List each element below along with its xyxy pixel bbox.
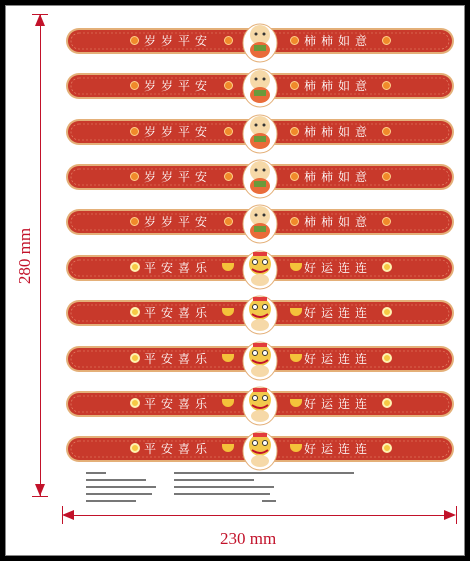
band-right-text: 好运连连: [304, 397, 373, 411]
persimmon-icon: [130, 127, 139, 136]
coin-icon: [130, 398, 140, 408]
bracelet-band: [66, 254, 454, 282]
band-right-text: 好运连连: [304, 442, 373, 456]
lion-dance-mascot-icon: [242, 246, 278, 290]
persimmon-icon: [130, 217, 139, 226]
persimmon-icon: [224, 127, 233, 136]
coin-icon: [130, 353, 140, 363]
coin-icon: [382, 353, 392, 363]
tiger-mascot-icon: [242, 19, 278, 63]
lion-dance-mascot-icon: [242, 337, 278, 381]
coin-icon: [382, 443, 392, 453]
bracelet-band: [66, 435, 454, 463]
persimmon-icon: [382, 217, 391, 226]
band-right-text: 好运连连: [304, 261, 373, 275]
band-left-text: 平安喜乐: [144, 261, 213, 275]
height-dimension-line: [40, 14, 41, 496]
coin-icon: [130, 262, 140, 272]
band-left-text: 平安喜乐: [144, 397, 213, 411]
bracelet-band: [66, 27, 454, 55]
band-right-text: 柿柿如意: [304, 170, 373, 184]
band-right-text: 柿柿如意: [304, 79, 373, 93]
coin-icon: [130, 307, 140, 317]
height-arrow-up: [35, 14, 45, 26]
lion-dance-mascot-icon: [242, 427, 278, 471]
print-sheet: [60, 10, 458, 500]
lion-dance-mascot-icon: [242, 382, 278, 426]
persimmon-icon: [382, 36, 391, 45]
tiger-mascot-icon: [242, 155, 278, 199]
persimmon-icon: [290, 81, 299, 90]
persimmon-icon: [290, 217, 299, 226]
bracelet-band: [66, 345, 454, 373]
persimmon-icon: [130, 36, 139, 45]
band-right-text: 好运连连: [304, 306, 373, 320]
tiger-mascot-icon: [242, 64, 278, 108]
bracelet-band: [66, 72, 454, 100]
persimmon-icon: [382, 81, 391, 90]
band-left-text: 岁岁平安: [144, 79, 213, 93]
persimmon-icon: [224, 36, 233, 45]
persimmon-icon: [290, 172, 299, 181]
height-arrow-down: [35, 484, 45, 496]
persimmon-icon: [224, 172, 233, 181]
band-left-text: 岁岁平安: [144, 215, 213, 229]
band-left-text: 岁岁平安: [144, 170, 213, 184]
persimmon-icon: [224, 81, 233, 90]
persimmon-icon: [224, 217, 233, 226]
persimmon-icon: [290, 127, 299, 136]
persimmon-icon: [130, 81, 139, 90]
persimmon-icon: [290, 36, 299, 45]
width-dimension-line: [64, 515, 454, 516]
tiger-mascot-icon: [242, 200, 278, 244]
bracelet-band: [66, 299, 454, 327]
lion-dance-mascot-icon: [242, 291, 278, 335]
coin-icon: [382, 262, 392, 272]
coin-icon: [382, 307, 392, 317]
band-right-text: 柿柿如意: [304, 215, 373, 229]
coin-icon: [382, 398, 392, 408]
persimmon-icon: [130, 172, 139, 181]
bracelet-band: [66, 390, 454, 418]
persimmon-icon: [382, 127, 391, 136]
band-left-text: 平安喜乐: [144, 352, 213, 366]
width-right-tick: [456, 506, 457, 524]
bracelet-band: [66, 163, 454, 191]
band-right-text: 好运连连: [304, 352, 373, 366]
print-notes: [82, 470, 462, 506]
width-arrow-left: [62, 510, 74, 520]
band-left-text: 岁岁平安: [144, 34, 213, 48]
band-left-text: 平安喜乐: [144, 442, 213, 456]
height-bottom-tick: [32, 496, 48, 497]
bracelet-band: [66, 208, 454, 236]
width-arrow-right: [444, 510, 456, 520]
width-label: 230 mm: [220, 529, 277, 548]
band-right-text: 柿柿如意: [304, 34, 373, 48]
height-label: 280 mm: [15, 221, 35, 291]
coin-icon: [130, 443, 140, 453]
band-left-text: 平安喜乐: [144, 306, 213, 320]
tiger-mascot-icon: [242, 110, 278, 154]
band-left-text: 岁岁平安: [144, 125, 213, 139]
band-right-text: 柿柿如意: [304, 125, 373, 139]
bracelet-band: [66, 118, 454, 146]
persimmon-icon: [382, 172, 391, 181]
